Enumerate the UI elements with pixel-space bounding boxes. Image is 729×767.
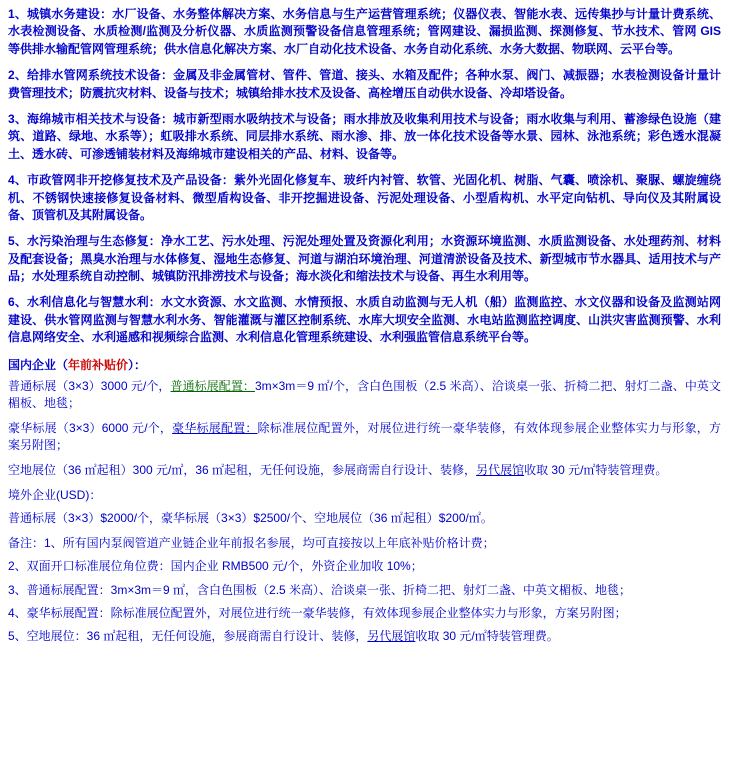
- deluxe-booth-config-body: 除标准展位配置外，对展位进行统一豪华装修，有效体现参展企业整体实力与形象，方案另附图；: [8, 420, 721, 453]
- scope-text-3: 3、海绵城市相关技术与设备：城市新型雨水吸纳技术与设备；雨水排放及收集利用技术与设备；雨水收集与利用、蓄渗绿色设施（建筑、道路、绿地、水系等）；虹吸排水系统、同层排水系统、雨水渗、排、放一体化技术设备等水景、园林、泳池系统；彩色透水混凝土、透水砖、可渗透铺装材料及海绵城市建设相关的产品、材料、设备等。: [8, 111, 721, 161]
- scope-text-2: 2、给排水管网系统技术设备：金属及非金属管材、管件、管道、接头、水箱及配件；各种水泵、阀门、减振器；水表检测设备计量计费管理技术；防震抗灾材料、设备与技术；城镇给排水技术及设备、高栓增压自动供水设备、冷却塔设备。: [8, 68, 721, 100]
- note-5-pre: 5、空地展位：36 ㎡起租，无任何设施，参展商需自行设计、装修，: [8, 629, 368, 644]
- deluxe-booth-config-label: 豪华标展配置：: [172, 420, 258, 435]
- scope-text-1: 1、城镇水务建设：水厂设备、水务整体解决方案、水务信息与生产运营管理系统；仪器仪表、智能水表、远传集抄与计量计费系统、水表检测设备、水质检测/监测及分析仪器、水质监测预警设备信息管理系统；管网建设、漏损监测、探测修复、节水技术、管网 GIS 等供排水输配管网管理系统；供水信息化解决方案、水厂自动化技术设备、水务自动化系统、水务大数据、物联网、云平台等。: [8, 7, 721, 56]
- domestic-pricing-title-main: 国内企业（: [8, 357, 69, 372]
- note-5-post: 收取 30 元/㎡特装管理费。: [415, 629, 559, 644]
- note-4: 4、豪华标展配置：除标准展位配置外，对展位进行统一豪华装修，有效体现参展企业整体实力与形象，方案另附图；: [8, 605, 627, 620]
- overseas-pricing-label: 境外企业(USD)：: [8, 487, 102, 502]
- note-5: [8, 628, 721, 645]
- deluxe-booth-row: [8, 420, 721, 455]
- scope-section-4: [8, 172, 721, 224]
- standard-booth-price: 普通标展（3×3）3000 元/个，: [8, 379, 171, 394]
- scope-section-6: [8, 294, 721, 346]
- scope-section-5: [8, 233, 721, 285]
- standard-booth-config-body: 3m×3m＝9 ㎡/个，含白色围板（2.5 米高）、洽谈桌一张、折椅二把、射灯二盏、中英文楣板、地毯；: [8, 379, 721, 411]
- deluxe-booth-price: 豪华标展（3×3）6000 元/个，: [8, 420, 173, 435]
- scope-text-4: 4、市政管网非开挖修复技术及产品设备：紫外光固化修复车、玻纤内衬管、软管、光固化机、树脂、气囊、喷涂机、聚脲、螺旋缠绕机、不锈钢快速接修复设备材料、微型盾构设备、非开挖掘进设备、污泥处理设备、小型盾构机、水平定向钻机、导向仪及其附属设备、顶管机及其附属设备。: [8, 173, 721, 222]
- raw-space-fee-label: 另代展馆: [476, 462, 525, 477]
- overseas-pricing-text: 普通标展（3×3）$2000/个，豪华标展（3×3）$2500/个、空地展位（36 ㎡起租）$200/㎡。: [8, 511, 493, 526]
- note-3: 3、普通标展配置：3m×3m＝9 ㎡，含白色围板（2.5 米高）、洽谈桌一张、折椅二把、射灯二盏、中英文楣板、地毯；: [8, 582, 632, 597]
- raw-space-price: 空地展位（36 ㎡起租）300 元/㎡，36 ㎡起租，无任何设施，参展商需自行设计、装修，: [8, 462, 477, 477]
- standard-booth-config-label: 普通标展配置：: [170, 379, 255, 394]
- domestic-pricing-title-end: ）：: [128, 357, 147, 372]
- scope-text-5: 5、水污染治理与生态修复：净水工艺、污水处理、污泥处理处置及资源化利用；水资源环境监测、水质监测设备、水处理药剂、材料及配套设备；黑臭水治理与水体修复、湿地生态修复、河道与湖泊环境治理、河道清淤设备及技术、新型城市节水器具、适用技术与产品；水处理系统自动控制、城镇防汛排涝技术与设备；海水淡化和缩法技术与设备、再生水利用等。: [8, 234, 721, 284]
- note-2: 2、双面开口标准展位角位费：国内企业 RMB500 元/个，外资企业加收 10%；: [8, 559, 423, 574]
- scope-text-6: 6、水利信息化与智慧水利：水文水资源、水文监测、水情预报、水质自动监测与无人机（船）监测监控、水文仪器和设备及监测站网建设、供水管网监测与智慧水利水务、智能灌溉与灌区控制系统、水库大坝安全监测、水电站监测监控调度、山洪灾害监测预警、水利信息网络安全、水利遥感和视频综合监测、水利信息化管理系统建设、水利强监管信息系统平台等。: [8, 295, 721, 345]
- raw-space-row: [8, 462, 721, 479]
- note-5-underlined: 另代展馆: [367, 629, 416, 644]
- scope-section-3: [8, 111, 721, 163]
- overseas-pricing-row: [8, 510, 721, 527]
- scope-section-2: [8, 67, 721, 102]
- domestic-pricing-title: [8, 357, 721, 374]
- standard-booth-row: [8, 378, 721, 413]
- raw-space-fee-body: 收取 30 元/㎡特装管理费。: [524, 462, 668, 477]
- domestic-pricing-title-highlight: 年前补贴价: [68, 357, 129, 372]
- scope-section-1: [8, 6, 721, 58]
- note-1: 备注：1、所有国内泵阀管道产业链企业年前报名参展，均可直接按以上年底补贴价格计费；: [8, 535, 495, 550]
